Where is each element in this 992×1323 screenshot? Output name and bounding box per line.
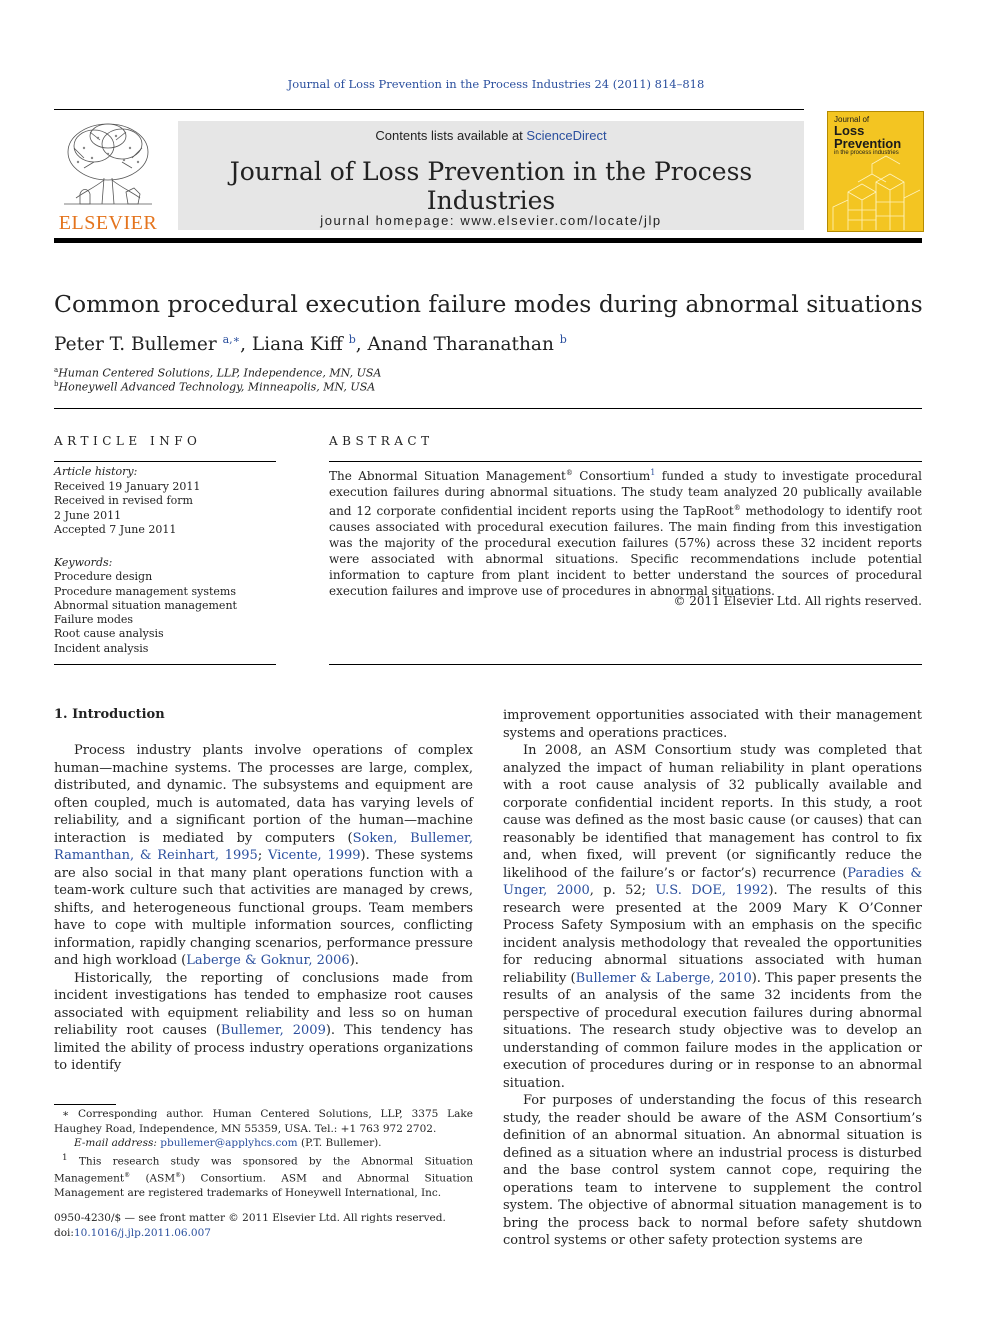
tree-icon: [54, 118, 162, 210]
history-item: Accepted 7 June 2011: [54, 523, 177, 536]
text-fragment: Process industry plants involve operations of complex human—machine systems. The processes are large, complex, distributed, and dynamic. The subsystems and equipment are often coupled, much is automated, data has varying levels of reliability, and a significant portion of the human—machine interaction is mediated by computers (: [54, 743, 473, 846]
body-paragraph: [54, 970, 473, 1075]
history-item: Received 19 January 2011: [54, 480, 201, 493]
affiliation: [54, 380, 375, 394]
keywords-label: Keywords:: [54, 556, 113, 569]
keyword: Abnormal situation management: [54, 599, 237, 612]
article-title: Common procedural execution failure modes during abnormal situations: [54, 290, 923, 318]
author-affil-marker[interactable]: a,∗: [222, 333, 241, 346]
cover-line-4: in the process industries: [834, 150, 899, 156]
footnotes: [54, 1107, 473, 1200]
doi-line: [54, 1226, 446, 1241]
citation-link[interactable]: Bullemer, 2009: [220, 1023, 326, 1038]
journal-homepage[interactable]: journal homepage: www.elsevier.com/locate/jlp: [320, 213, 662, 228]
footnote-mark: ∗: [62, 1108, 70, 1120]
keyword: Procedure management systems: [54, 585, 236, 598]
sciencedirect-link[interactable]: ScienceDirect: [526, 128, 607, 143]
author-name: Peter T. Bullemer: [54, 334, 217, 356]
abstract-fragment: The Abnormal Situation Management: [329, 469, 566, 483]
footnote-text: (P.T. Bullemer).: [297, 1137, 382, 1149]
citation-link[interactable]: Paradies & Unger, 2000: [503, 865, 922, 898]
keyword: Failure modes: [54, 613, 134, 626]
body-column-right: [503, 707, 922, 1250]
affiliation-marker: a: [54, 366, 59, 374]
abstract-text: [329, 465, 922, 599]
cover-title: [834, 116, 901, 156]
abstract-fragment: methodology to identify root causes associated with procedural execution failures. The main finding from this investigation was the majority of the procedural execution failures (57%) across these 32 incident reports were associated with abnormal situations. Specific recommendations include potential information to capture from plant incident to better understand the sources of procedural execution failures and improve use of procedures in abnormal situations.: [329, 504, 922, 598]
section-heading: 1. Introduction: [54, 707, 165, 722]
author-separator: ,: [240, 334, 252, 356]
footnote-1: [54, 1151, 473, 1201]
registered-mark: ®: [733, 504, 741, 512]
citation-link[interactable]: Laberge & Goknur, 2006: [186, 953, 350, 968]
header-thick-rule: [54, 238, 922, 243]
history-label: Article history:: [54, 465, 138, 478]
body-paragraph: improvement opportunities associated with their management systems and operations practices.: [503, 708, 922, 741]
citation-link[interactable]: Bullemer & Laberge, 2010: [575, 970, 752, 986]
citation-link[interactable]: Soken, Bullemer, Ramanthan, & Reinhart, 1995: [54, 830, 473, 863]
abstract-heading: ABSTRACT: [329, 434, 434, 448]
registered-mark: ®: [124, 1171, 131, 1179]
body-column-left: [54, 742, 473, 1075]
cover-line-2: Loss: [834, 123, 865, 138]
footnote-rule: [54, 1104, 116, 1105]
footnote-corresponding: [54, 1107, 473, 1136]
journal-cover-image: [827, 111, 924, 232]
text-fragment: , p. 52;: [589, 883, 656, 898]
registered-mark: ®: [565, 469, 573, 477]
journal-banner: [178, 121, 804, 230]
doi-label: doi:: [54, 1227, 74, 1239]
cover-line-1: Journal of: [834, 115, 870, 124]
author-affil-marker[interactable]: b: [559, 333, 567, 346]
affiliation-text: Human Centered Solutions, LLP, Independence, MN, USA: [58, 366, 382, 380]
body-paragraph: [503, 742, 922, 1092]
body-paragraph: [54, 742, 473, 970]
registered-mark: ®: [175, 1171, 182, 1179]
front-matter-info: [54, 1211, 446, 1241]
footnote-text: Corresponding author. Human Centered Solutions, LLP, 3375 Lake Haughey Road, Independence, MN 55359, USA. Tel.: +1 763 972 2702.: [54, 1108, 473, 1135]
text-fragment: ). The results of this research were presented at the 2009 Mary K O’Conner Process Safety Symposium with an emphasis on the specific incident analysis methodology that revealed the opportunities for reducing abnormal situations associated with human reliability (: [503, 883, 922, 986]
footnote-text: ) Consortium. ASM and Abnormal Situation Management are registered trademarks of Honeywell International, Inc.: [54, 1172, 473, 1199]
footnote-text: This research study was sponsored by the Abnormal Situation Management: [54, 1155, 473, 1184]
affiliation: [54, 366, 381, 380]
author-name: Anand Tharanathan: [367, 334, 554, 356]
author-name: Liana Kiff: [251, 334, 343, 356]
abstract-fragment: funded a study to investigate procedural execution failures during abnormal situations. The study team analyzed 20 publically available and 12 corporate confidential incident reports using the TapRoot: [329, 469, 923, 518]
abstract-rule: [329, 461, 922, 462]
text-fragment: In 2008, an ASM Consortium study was completed that analyzed the impact of human reliability in plant operations with a root cause analysis of 32 publically available and corporate confidential incident reports. In this study, a root cause was defined as the most basic cause (or causes) that can reasonably be identified that management has control to fix and, when fixed, will prevent (or significantly reduce the likelihood of the failure’s or factor’s) recurrence (: [503, 743, 922, 881]
text-fragment: Historically, the reporting of conclusions made from incident investigations has tended to emphasize root causes associated with equipment reliability and less so on human reliability root causes (: [54, 970, 473, 1038]
keyword: Procedure design: [54, 570, 153, 583]
text-fragment: ). These systems are also social in that many plant operations function with a team-work culture such that activities are managed by crews, shifts, and heterogeneous functional groups. Team members have to cope with multiple information sources, conflicting information, rapidly changing scenarios, performance pressure and high workload (: [54, 848, 473, 968]
article-info-heading: ARTICLE INFO: [54, 434, 202, 448]
abstract-fragment: Consortium: [572, 469, 651, 483]
keyword: Incident analysis: [54, 642, 149, 655]
cover-line-3: Prevention: [834, 136, 902, 151]
author-affil-marker[interactable]: b: [348, 333, 356, 346]
author-list: [54, 333, 567, 355]
journal-citation[interactable]: Journal of Loss Prevention in the Process Industries 24 (2011) 814–818: [287, 77, 705, 91]
author-separator: ,: [355, 334, 368, 356]
footnote-text: (ASM: [130, 1172, 176, 1184]
footnote-ref[interactable]: 1: [650, 468, 656, 477]
article-info-rule: [54, 461, 276, 462]
section-rule: [54, 408, 922, 409]
text-fragment: ;: [257, 848, 268, 863]
elsevier-wordmark: ELSEVIER: [58, 212, 158, 234]
contents-line: [178, 128, 804, 143]
header-rule: [54, 109, 804, 110]
article-info-rule: [54, 664, 276, 665]
text-fragment: ). This paper presents the results of an analysis of the same 32 incidents from the perspective of procedural execution failures during abnormal situations. The research study objective was to develop an understanding of common failure modes in the application or execution of procedures during or in response to an abnormal situation.: [503, 970, 922, 1091]
keyword: Root cause analysis: [54, 627, 164, 640]
history-item: 2 June 2011: [54, 509, 122, 522]
body-paragraph: For purposes of understanding the focus of this research study, the reader should be aware of the ASM Consortium’s definition of an abnormal situation. An abnormal situation is defined as a situation where an industrial process is disturbed and the base control system cannot cope, requiring the operations team to intervene to supplement the control system. The objective of abnormal situation management is to bring the process back to normal before safety shutdown control systems or other safety protection systems are: [503, 1093, 922, 1248]
affiliation-text: Honeywell Advanced Technology, Minneapolis, MN, USA: [58, 380, 376, 394]
email-link[interactable]: pbullemer@applyhcs.com: [160, 1137, 298, 1149]
doi-link[interactable]: 10.1016/j.jlp.2011.06.007: [73, 1227, 211, 1239]
citation-link[interactable]: U.S. DOE, 1992: [655, 883, 769, 898]
issn-line: 0950-4230/$ — see front matter © 2011 Elsevier Ltd. All rights reserved.: [54, 1212, 446, 1224]
abstract-copyright: © 2011 Elsevier Ltd. All rights reserved.: [673, 594, 922, 608]
journal-title: Journal of Loss Prevention in the Process Industries: [229, 157, 753, 215]
text-fragment: ).: [349, 953, 359, 968]
email-label: E-mail address:: [74, 1137, 161, 1149]
footnote-email: [54, 1136, 473, 1151]
history-item: Received in revised form: [54, 494, 193, 507]
affiliation-marker: b: [54, 380, 59, 388]
footnote-mark: 1: [62, 1152, 68, 1163]
citation-link[interactable]: Vicente, 1999: [267, 848, 361, 863]
text-fragment: ). This tendency has limited the ability of process industry operations organizations to identify: [54, 1023, 473, 1073]
contents-prefix: Contents lists available at: [375, 128, 527, 143]
abstract-rule: [329, 664, 922, 665]
